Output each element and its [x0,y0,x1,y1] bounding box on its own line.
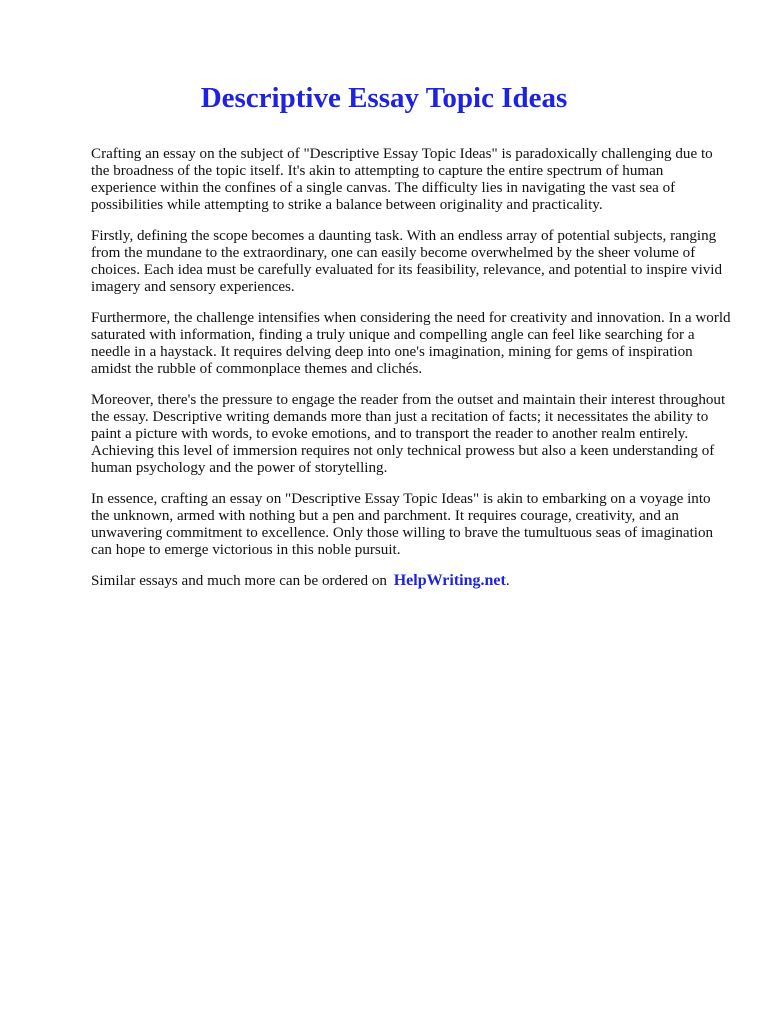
footer-text: Similar essays and much more can be ordered on [91,573,387,590]
document-body [91,146,731,604]
footer-line [91,572,731,590]
footer-end-punctuation: . [505,573,510,590]
document-title: Descriptive Essay Topic Ideas [200,82,568,114]
paragraph-conclusion: In essence, crafting an essay on "Descriptive Essay Topic Ideas" is akin to embarking on a voyage into the unknown, armed with nothing but a pen and parchment. It requires courage, creativity, and an unwavering commitment to excellence. Only those willing to brave the tumultuous seas of imagination can hope to emerge victorious in this noble pursuit. [91,490,714,558]
paragraph-creativity: Furthermore, the challenge intensifies when considering the need for creativity and innovation. In a world saturated with information, finding a truly unique and compelling angle can feel like searching for a needle in a haystack. It requires delving deep into one's imagination, mining for gems of inspiration amidst the rubble of commonplace themes and clichés. [91,309,731,378]
paragraph-engagement: Moreover, there's the pressure to engage the reader from the outset and maintain their interest throughout the essay. Descriptive writing demands more than just a recitation of facts; it necessitates the ability to paint a picture with words, to evoke emotions, and to transport the reader to another realm entirely. Achieving this level of immersion requires not only technical prowess but also a keen understanding of human psychology and the power of storytelling. [91,391,726,476]
paragraph-intro: Crafting an essay on the subject of "Descriptive Essay Topic Ideas" is paradoxically challenging due to the broadness of the topic itself. It's akin to attempting to capture the entire spectrum of human experience within the confines of a single canvas. The difficulty lies in navigating the vast sea of possibilities while attempting to strike a balance between originality and practicality. [91,146,713,214]
paragraph-scope: Firstly, defining the scope becomes a daunting task. With an endless array of potential subjects, ranging from the mundane to the extraordinary, one can easily become overwhelmed by the sheer volume of choices. Each idea must be carefully evaluated for its feasibility, relevance, and potential to inspire vivid imagery and sensory experiences. [91,227,723,296]
helpwriting-link[interactable]: HelpWriting.net [393,572,506,590]
